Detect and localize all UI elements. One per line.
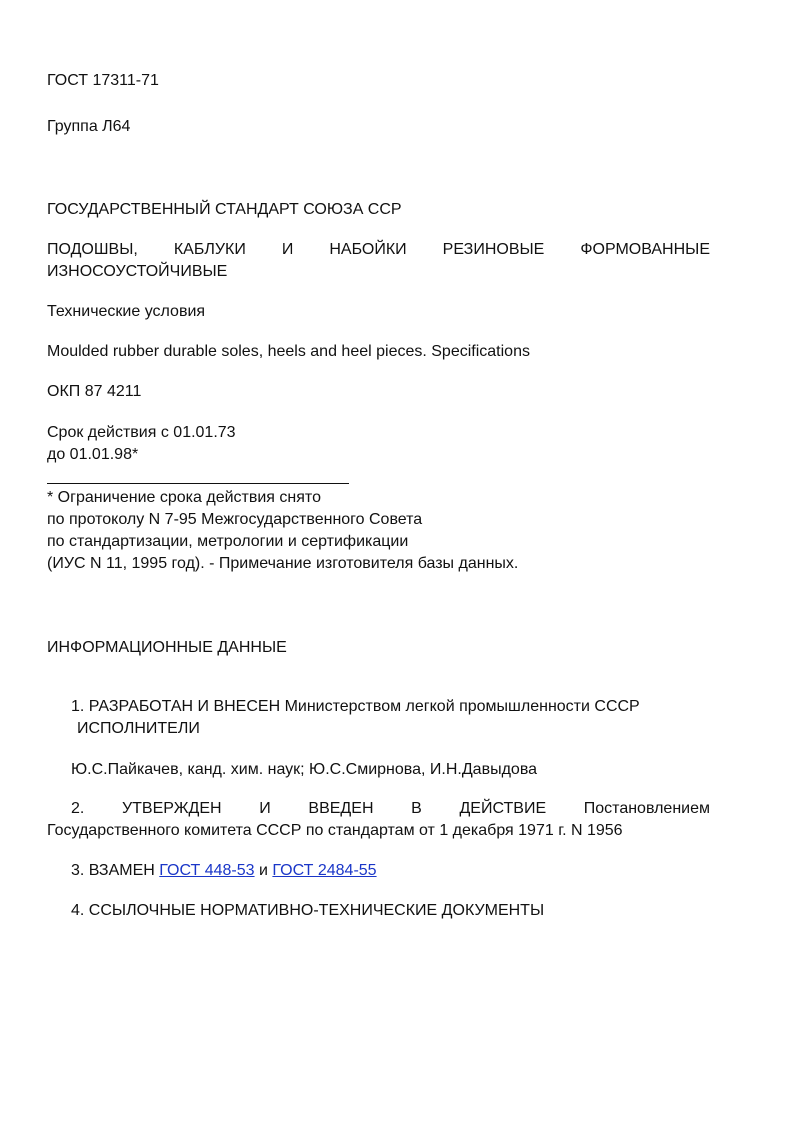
footnote-divider	[47, 483, 349, 484]
validity-to: до 01.01.98*	[47, 446, 139, 463]
group-code: Группа Л64	[47, 118, 131, 135]
footnote-line4: (ИУС N 11, 1995 год). - Примечание изготовителя базы данных.	[47, 555, 519, 572]
subtitle: Технические условия	[47, 303, 206, 320]
info-item1: 1. РАЗРАБОТАН И ВНЕСЕН Министерством легкой промышленности СССР	[71, 698, 640, 715]
standard-name: ГОСУДАРСТВЕННЫЙ СТАНДАРТ СОЮЗА ССР	[47, 201, 402, 218]
info-item3	[71, 860, 377, 882]
item3-and: и	[259, 862, 268, 879]
gost-2484-55-link[interactable]: ГОСТ 2484-55	[272, 862, 377, 879]
validity-from: Срок действия с 01.01.73	[47, 424, 236, 441]
info-item4: 4. ССЫЛОЧНЫЕ НОРМАТИВНО-ТЕХНИЧЕСКИЕ ДОКУМЕНТЫ	[71, 902, 545, 919]
gost-448-53-link[interactable]: ГОСТ 448-53	[159, 862, 255, 879]
info-item2-line2: Государственного комитета СССР по стандартам от 1 декабря 1971 г. N 1956	[47, 822, 623, 839]
footnote-line2: по протоколу N 7-95 Межгосударственного Совета	[47, 511, 423, 528]
gost-code: ГОСТ 17311-71	[47, 72, 159, 89]
info-authors: Ю.С.Пайкачев, канд. хим. наук; Ю.С.Смирнова, И.Н.Давыдова	[71, 761, 538, 778]
english-title: Moulded rubber durable soles, heels and heel pieces. Specifications	[47, 343, 530, 360]
footnote-line3: по стандартизации, метрологии и сертификации	[47, 533, 409, 550]
item3-prefix: 3. ВЗАМЕН	[71, 862, 155, 879]
okp-code: ОКП 87 4211	[47, 383, 142, 400]
main-title-line2: ИЗНОСОУСТОЙЧИВЫЕ	[47, 263, 228, 280]
info-heading: ИНФОРМАЦИОННЫЕ ДАННЫЕ	[47, 639, 287, 656]
footnote-line1: * Ограничение срока действия снято	[47, 489, 321, 506]
main-title-line1: ПОДОШВЫ, КАБЛУКИ И НАБОЙКИ РЕЗИНОВЫЕ ФОРМОВАННЫЕ	[47, 241, 710, 258]
info-item1-sub: ИСПОЛНИТЕЛИ	[77, 720, 200, 737]
info-item2-line1: 2. УТВЕРЖДЕН И ВВЕДЕН В ДЕЙСТВИЕ Постановлением	[71, 800, 710, 817]
